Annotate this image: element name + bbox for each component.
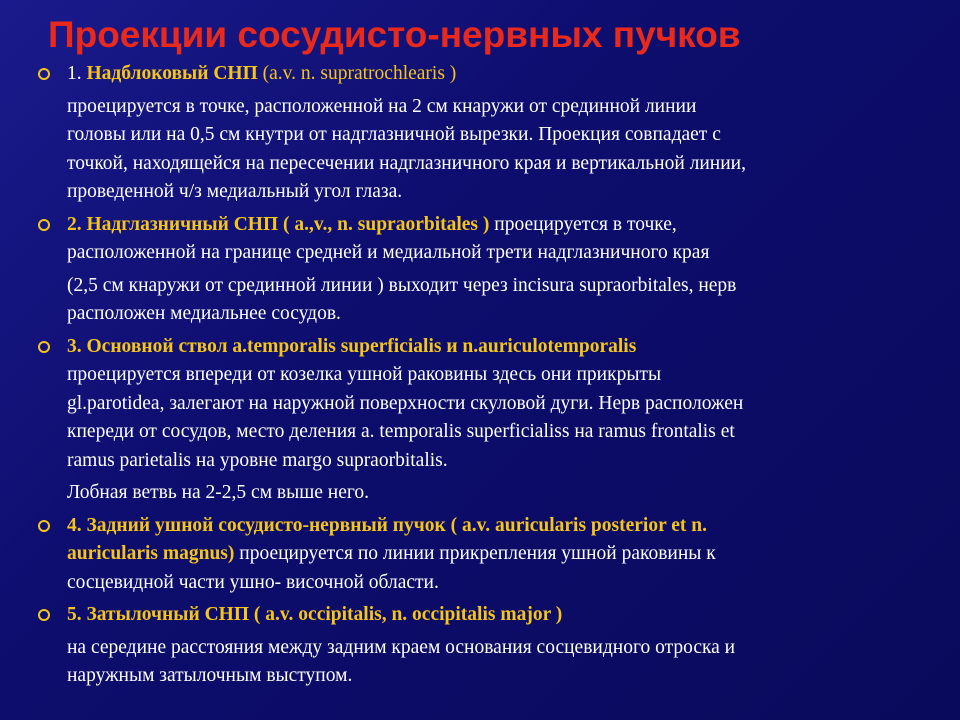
list-item-3: [38, 333, 918, 476]
text-line: точкой, находящейся на пересечении надглазничного края и вертикальной линии,: [67, 152, 746, 174]
text-line: расположенной на границе средней и медиальной трети надглазничного края: [67, 242, 710, 263]
item-heading: 5. Затылочный СНП ( a.v. occipitalis, n. occipitalis major ): [67, 604, 563, 625]
item-heading-latin: (a.v. n. supratrochlearis ): [257, 63, 457, 84]
text-line: кпереди от сосудов, место деления a. temporalis superficialiss на ramus frontalis et: [67, 421, 735, 442]
list-item-5: [38, 601, 918, 630]
page-title: Проекции сосудисто-нервных пучков: [48, 14, 741, 55]
text-line: gl.parotidea, залегают на наружной поверхности скуловой дуги. Нерв расположен: [67, 392, 744, 414]
list-item-4: [38, 512, 918, 598]
item-heading-cont: auricularis magnus): [67, 543, 235, 564]
list-item-2: [38, 211, 918, 268]
item-number: 1.: [67, 63, 87, 84]
text-line: головы или на 0,5 см кнутри от надглазничной вырезки. Проекция совпадает с: [67, 124, 721, 145]
item-1-text: [38, 93, 918, 122]
text-line: проецируется в точке, расположенной на 2 см кнаружи от срединной линии: [67, 95, 697, 117]
bullet-icon: [38, 341, 50, 353]
text-line: (2,5 см кнаружи от срединной линии ) выходит через incisura supraorbitales, нерв: [67, 274, 737, 296]
item-heading: 3. Основной ствол a.temporalis superficialis и n.auriculotemporalis: [67, 335, 637, 357]
bullet-icon: [38, 219, 50, 231]
item-heading: 4. Задний ушной сосудисто-нервный пучок ( a.v. auricularis posterior et n.: [67, 514, 707, 536]
text-line: проецируется по линии прикрепления ушной раковины к: [234, 543, 716, 564]
text-line: проецируется в точке,: [489, 213, 677, 235]
text-line: наружным затылочным выступом.: [67, 665, 353, 686]
text-line: на середине расстояния между задним краем основания сосцевидного отроска и: [67, 636, 736, 658]
item-5-text: [38, 634, 918, 691]
content: [38, 60, 918, 691]
text-line: Лобная ветвь на 2-2,5 см выше него.: [67, 482, 370, 503]
bullet-icon: [38, 520, 50, 532]
item-heading: Надблоковый СНП: [86, 63, 258, 84]
item-1-text-cont: [38, 121, 918, 207]
text-line: ramus parietalis на уровне margo supraorbitalis.: [67, 449, 448, 471]
text-line: проведенной ч/з медиальный угол глаза.: [67, 181, 403, 202]
item-3-text: [38, 479, 918, 508]
list-item-1: [38, 60, 918, 89]
text-line: проецируется впереди от козелка ушной раковины здесь они прикрыты: [67, 364, 662, 385]
item-2-text: [38, 272, 918, 329]
bullet-icon: [38, 68, 50, 80]
item-heading: 2. Надглазничный СНП ( a.,v., n. supraorbitales ): [67, 213, 490, 235]
text-line: расположен медиальнее сосудов.: [67, 303, 341, 324]
text-line: сосцевидной части ушно- височной области.: [67, 571, 439, 593]
bullet-icon: [38, 609, 50, 621]
